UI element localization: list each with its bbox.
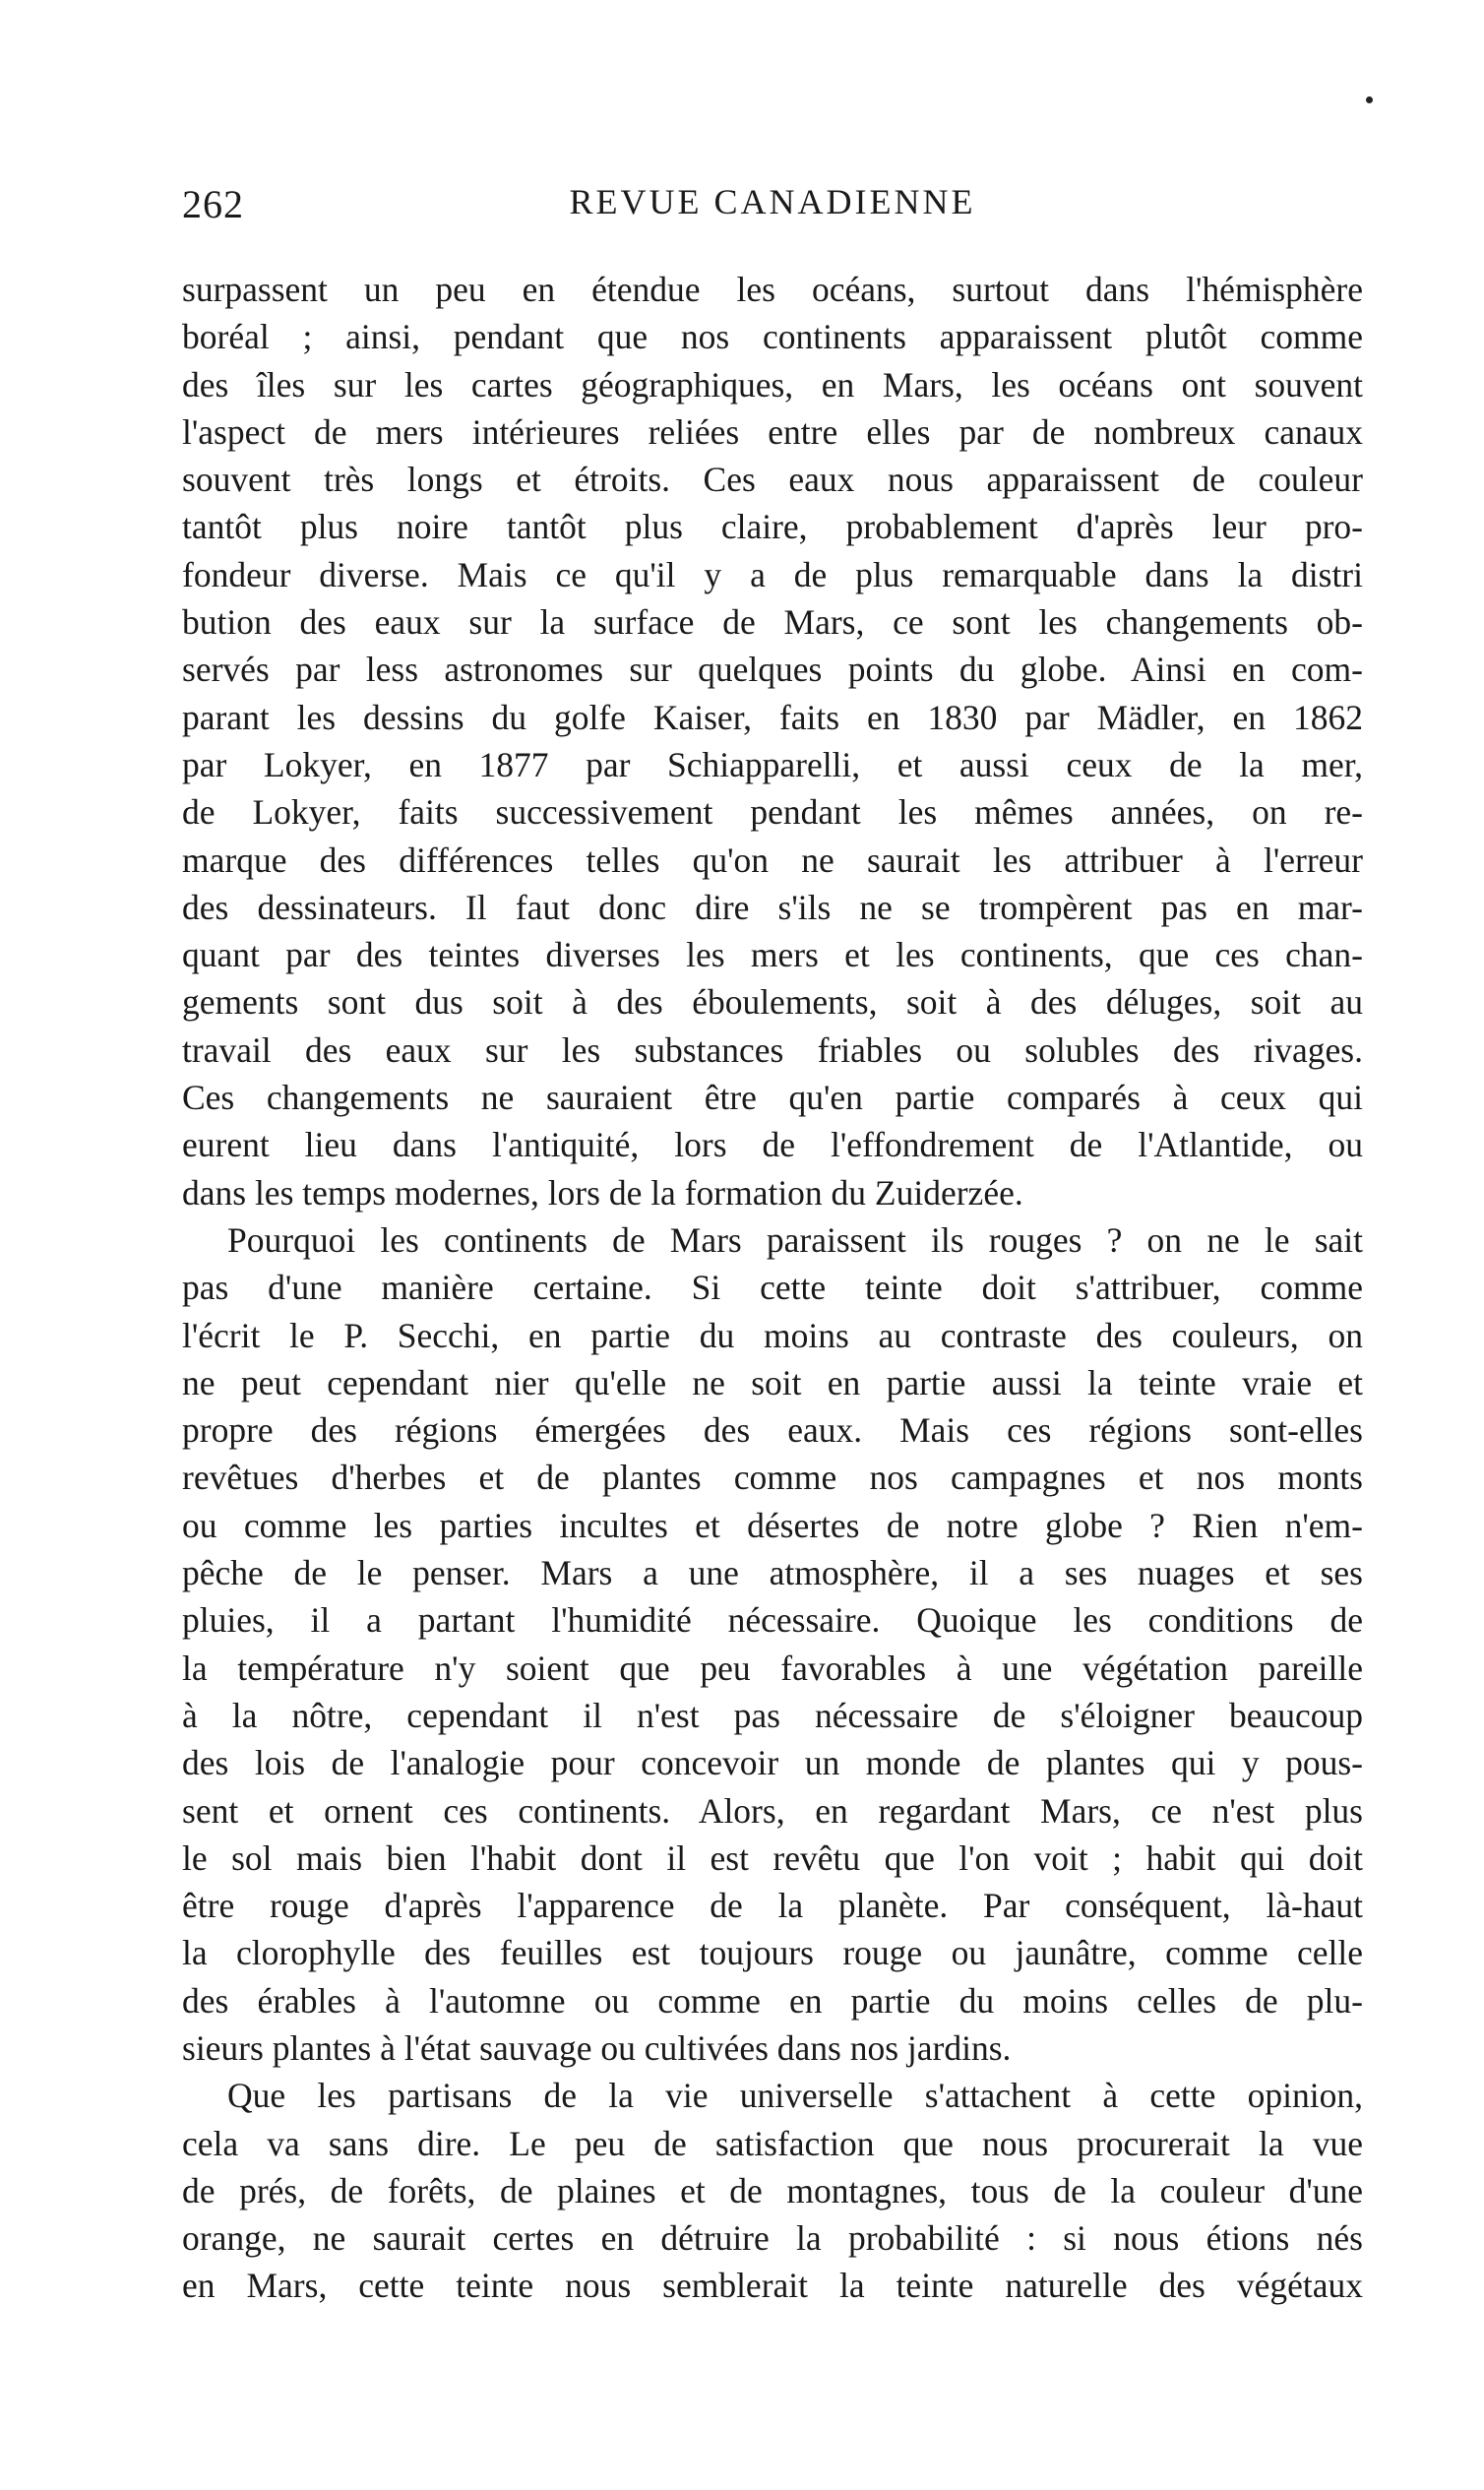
body-text	[182, 266, 1363, 2310]
paragraph-3	[182, 2072, 1363, 2309]
text-line: bution des eaux sur la surface de Mars, ce sont les changements ob-	[182, 602, 1363, 643]
text-line: travail des eaux sur les substances friables ou solubles des rivages.	[182, 1029, 1363, 1070]
text-line: parant les dessins du golfe Kaiser, faits en 1830 par Mädler, en 1862	[182, 697, 1363, 737]
text-line: Que les partisans de la vie universelle s'attachent à cette opinion,	[227, 2076, 1363, 2116]
text-line: servés par less astronomes sur quelques points du globe. Ainsi en com-	[182, 650, 1363, 690]
text-line: des dessinateurs. Il faut donc dire s'ils ne se trompèrent pas en mar-	[182, 887, 1363, 927]
text-line: sieurs plantes à l'état sauvage ou cultivées dans nos jardins.	[182, 2027, 1012, 2068]
text-line: ou comme les parties incultes et désertes de notre globe ? Rien n'em-	[182, 1505, 1363, 1545]
text-line: Pourquoi les continents de Mars paraissent ils rouges ? on ne le sait	[227, 1219, 1363, 1260]
text-line: en Mars, cette teinte nous semblerait la teinte naturelle des végétaux	[182, 2266, 1363, 2306]
text-line: des îles sur les cartes géographiques, en Mars, les océans ont souvent	[182, 364, 1363, 405]
text-line: marque des différences telles qu'on ne saurait les attribuer à l'erreur	[182, 840, 1363, 880]
text-line: pas d'une manière certaine. Si cette teinte doit s'attribuer, comme	[182, 1268, 1363, 1308]
text-line: l'écrit le P. Secchi, en partie du moins au contraste des couleurs, on	[182, 1315, 1363, 1355]
text-line: quant par des teintes diverses les mers et les continents, que ces chan-	[182, 935, 1363, 975]
text-line: de prés, de forêts, de plaines et de montagnes, tous de la couleur d'une	[182, 2170, 1363, 2210]
text-line: l'aspect de mers intérieures reliées entre elles par de nombreux canaux	[182, 411, 1363, 452]
text-line: de Lokyer, faits successivement pendant les mêmes années, on re-	[182, 792, 1363, 833]
text-line: surpassent un peu en étendue les océans, surtout dans l'hémisphère	[182, 270, 1363, 309]
text-line: des lois de l'analogie pour concevoir un monde de plantes qui y pous-	[182, 1743, 1363, 1783]
text-line: eurent lieu dans l'antiquité, lors de l'effondrement de l'Atlantide, ou	[182, 1125, 1363, 1165]
text-line: le sol mais bien l'habit dont il est revêtu que l'on voit ; habit qui doit	[182, 1837, 1363, 1878]
text-line: par Lokyer, en 1877 par Schiapparelli, et aussi ceux de la mer,	[182, 744, 1363, 784]
text-line: dans les temps modernes, lors de la formation du Zuiderzée.	[182, 1172, 1023, 1213]
text-line: la température n'y soient que peu favorables à une végétation pareille	[182, 1648, 1363, 1688]
text-line: des érables à l'automne ou comme en partie du moins celles de plu-	[182, 1980, 1363, 2021]
paragraph-1	[182, 266, 1363, 1216]
text-line: gements sont dus soit à des éboulements, soit à des déluges, soit au	[182, 982, 1363, 1023]
text-line: à la nôtre, cependant il n'est pas nécessaire de s'éloigner beaucoup	[182, 1695, 1363, 1735]
text-line: propre des régions émergées des eaux. Mais ces régions sont-elles	[182, 1410, 1363, 1451]
text-line: la clorophylle des feuilles est toujours rouge ou jaunâtre, comme celle	[182, 1933, 1363, 1973]
page-header	[182, 177, 1363, 236]
scan-speck	[1366, 96, 1373, 103]
text-line: sent et ornent ces continents. Alors, en regardant Mars, ce n'est plus	[182, 1790, 1363, 1831]
text-line: revêtues d'herbes et de plantes comme nos campagnes et nos monts	[182, 1458, 1363, 1498]
text-line: être rouge d'après l'apparence de la planète. Par conséquent, là-haut	[182, 1886, 1363, 1926]
text-line: fondeur diverse. Mais ce qu'il y a de plus remarquable dans la distri	[182, 554, 1363, 594]
text-line: Ces changements ne sauraient être qu'en partie comparés à ceux qui	[182, 1078, 1363, 1118]
text-line: ne peut cependant nier qu'elle ne soit en partie aussi la teinte vraie et	[182, 1362, 1363, 1402]
text-line: cela va sans dire. Le peu de satisfaction que nous procurerait la vue	[182, 2123, 1363, 2163]
text-line: boréal ; ainsi, pendant que nos continents apparaissent plutôt comme	[182, 317, 1363, 357]
text-line: pluies, il a partant l'humidité nécessaire. Quoique les conditions de	[182, 1600, 1363, 1641]
text-line: orange, ne saurait certes en détruire la probabilité : si nous étions nés	[182, 2218, 1363, 2259]
paragraph-2	[182, 1216, 1363, 2072]
text-line: pêche de le penser. Mars a une atmosphère, il a ses nuages et ses	[182, 1553, 1363, 1593]
text-line: tantôt plus noire tantôt plus claire, probablement d'après leur pro-	[182, 507, 1363, 547]
running-title: REVUE CANADIENNE	[569, 182, 976, 221]
page-number: 262	[182, 182, 244, 226]
text-line: souvent très longs et étroits. Ces eaux nous apparaissent de couleur	[182, 460, 1363, 500]
